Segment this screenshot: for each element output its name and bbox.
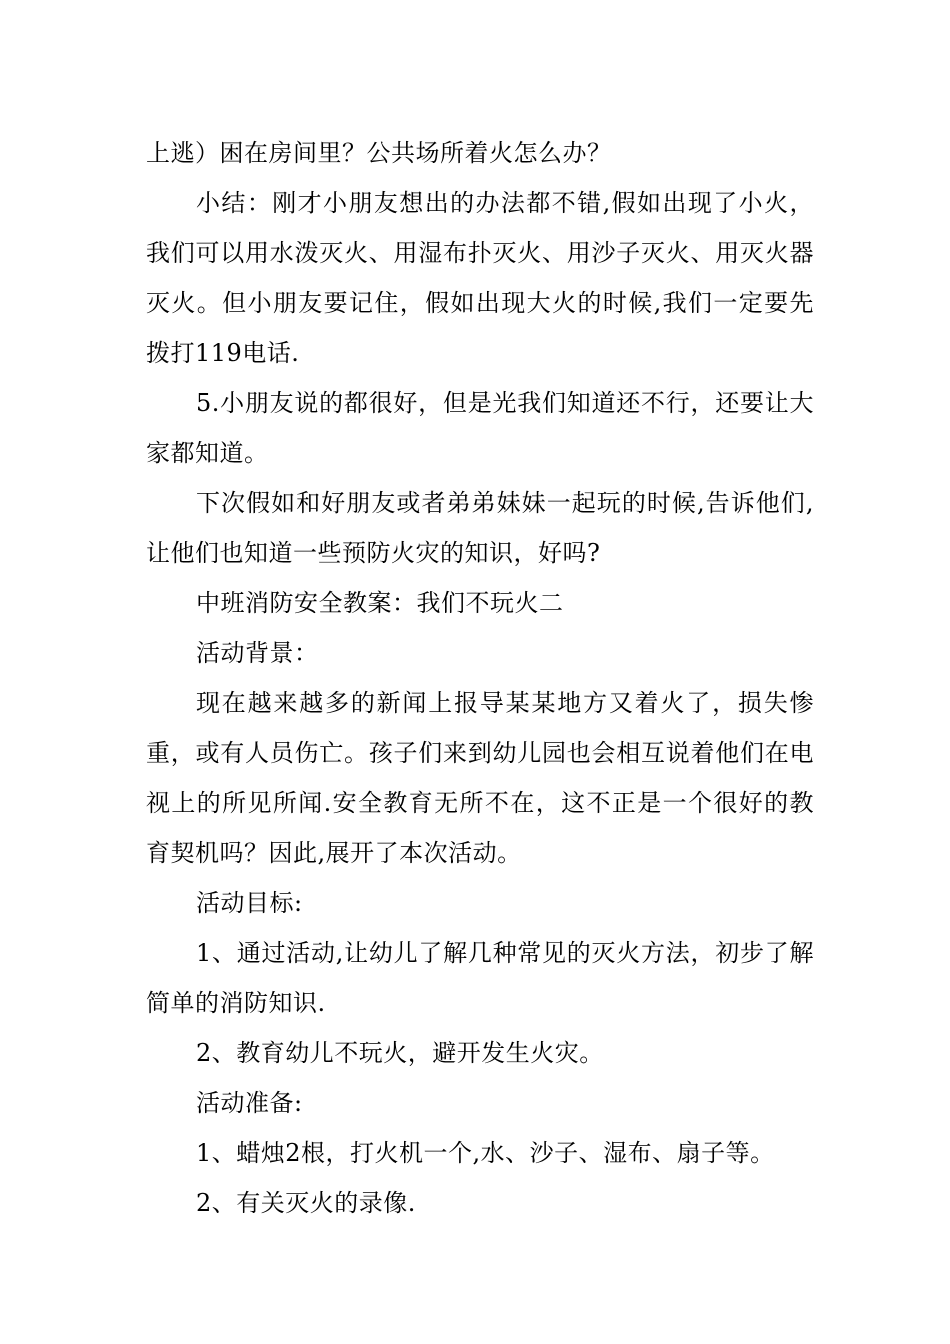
heading-goals: 活动目标: [196,889,303,917]
preparation-item-2: 2、有关灭火的录像. [196,1189,416,1217]
section-title-lesson-two: 中班消防安全教案：我们不玩火二 [196,589,564,617]
paragraph-background: 现在越来越多的新闻上报导某某地方又着火了，损失惨重，或有人员伤亡。孩子们来到幼儿园也会相互说着他们在电视上的所见所闻.安全教育无所不在，这不正是一个很好的教育契机吗？因此,展开了本次活动。 [146,689,814,867]
goal-item-2: 2、教育幼儿不玩火，避开发生火灾。 [196,1039,604,1067]
preparation-item-1: 1、蜡烛2根，打火机一个,水、沙子、湿布、扇子等。 [196,1139,775,1167]
heading-background: 活动背景： [196,639,319,667]
paragraph-summary: 小结：刚才小朋友想出的办法都不错,假如出现了小火，我们可以用水泼灭火、用湿布扑灭火、用沙子灭火、用灭火器灭火。但小朋友要记住，假如出现大火的时候,我们一定要先拨打119电话. [146,189,814,367]
paragraph-tell-others: 下次假如和好朋友或者弟弟妹妹一起玩的时候,告诉他们,让他们也知道一些预防火灾的知识，好吗? [146,489,814,567]
heading-preparation: 活动准备: [196,1089,303,1117]
paragraph-escape-question: 上逃）困在房间里？公共场所着火怎么办？ [146,139,612,167]
document-body [146,128,814,1228]
paragraph-step-5: 5.小朋友说的都很好，但是光我们知道还不行，还要让大家都知道。 [146,389,814,467]
goal-item-1: 1、通过活动,让幼儿了解几种常见的灭火方法，初步了解简单的消防知识. [146,939,814,1017]
